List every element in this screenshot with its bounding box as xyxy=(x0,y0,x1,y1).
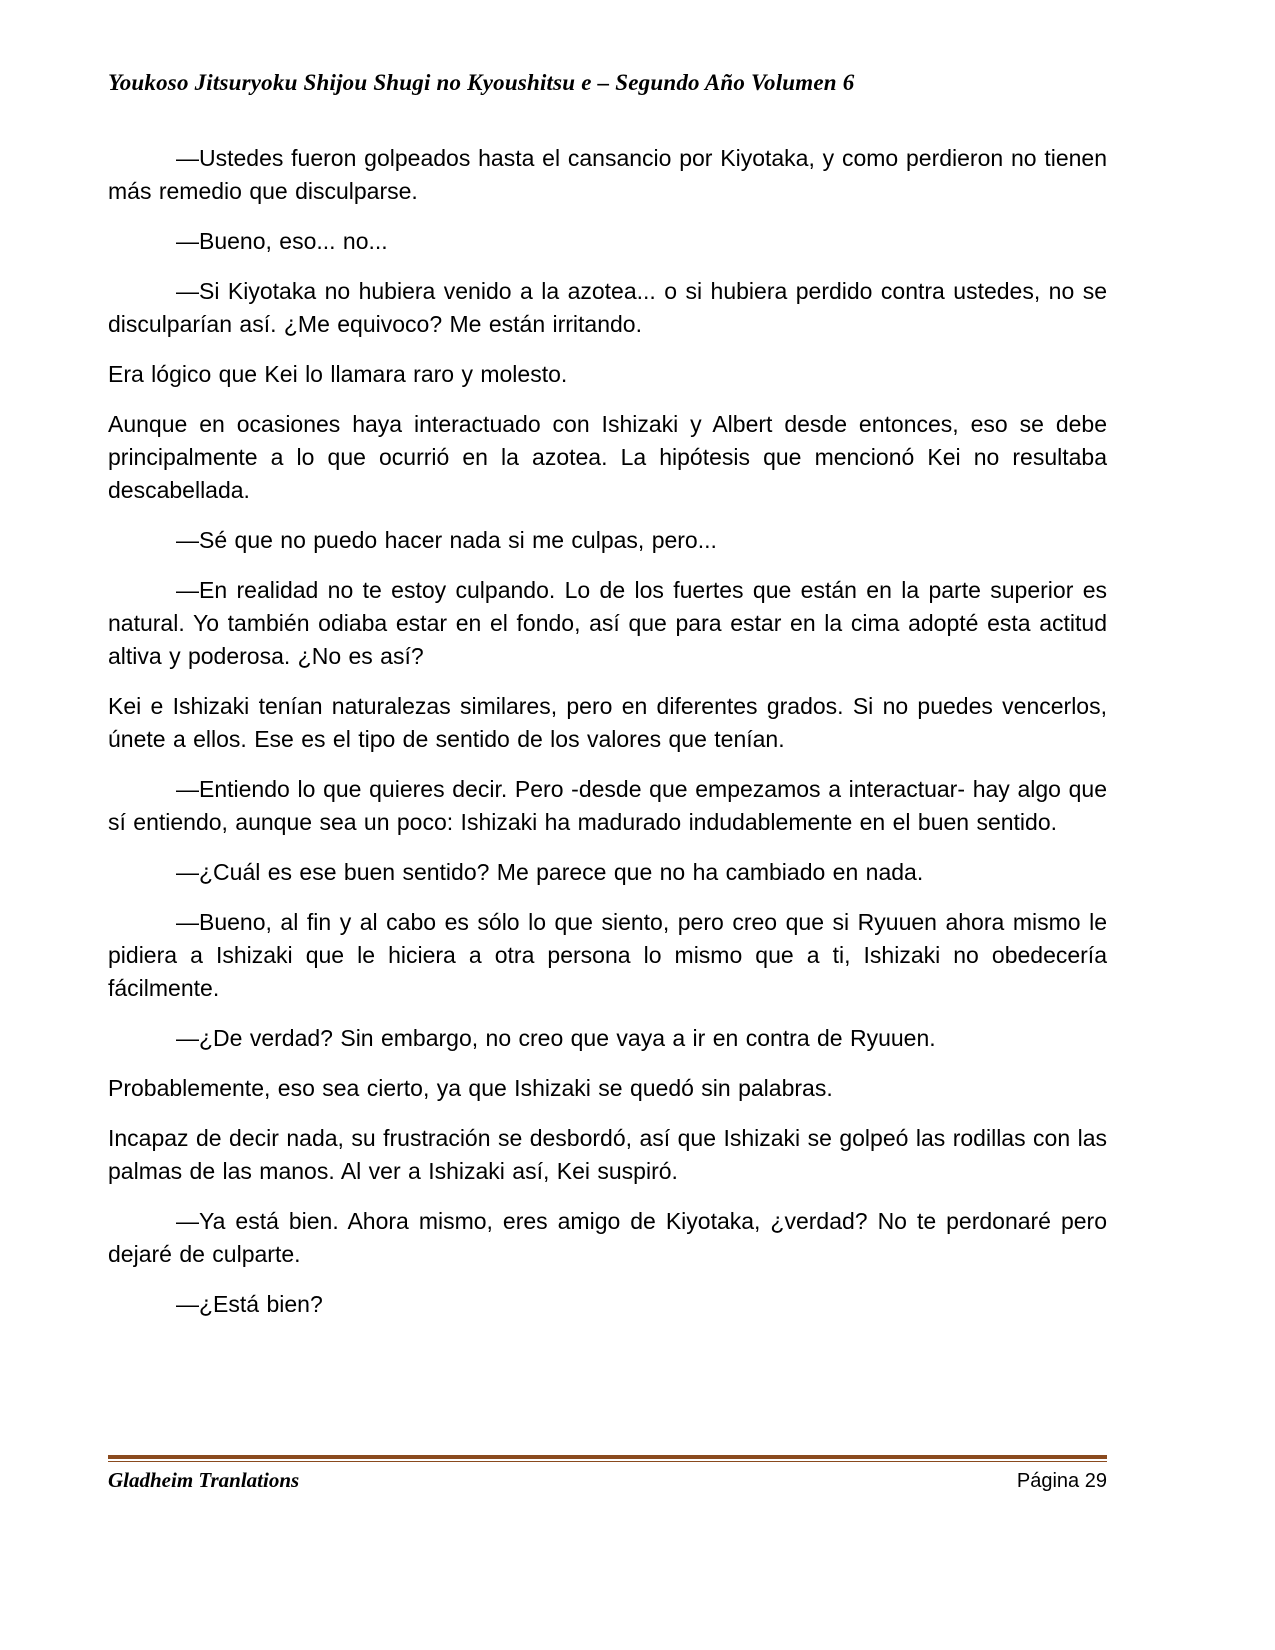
paragraph: Era lógico que Kei lo llamara raro y molesto. xyxy=(108,361,568,387)
paragraph: —Bueno, al fin y al cabo es sólo lo que siento, pero creo que si Ryuuen ahora mismo le pidiera a Ishizaki que le hiciera a otra persona lo mismo que a ti, Ishizaki no obedecería fácilmente. xyxy=(108,909,1107,1001)
paragraph: —Entiendo lo que quieres decir. Pero -desde que empezamos a interactuar- hay algo que sí entiendo, aunque sea un poco: Ishizaki ha madurado indudablemente en el buen sentido. xyxy=(108,776,1107,835)
paragraph: Aunque en ocasiones haya interactuado con Ishizaki y Albert desde entonces, eso se debe principalmente a lo que ocurrió en la azotea. La hipótesis que mencionó Kei no resultaba descabellada. xyxy=(108,411,1107,503)
footer-divider xyxy=(108,1455,1107,1462)
paragraph: Probablemente, eso sea cierto, ya que Ishizaki se quedó sin palabras. xyxy=(108,1075,833,1101)
paragraph: —Ustedes fueron golpeados hasta el cansancio por Kiyotaka, y como perdieron no tienen más remedio que disculparse. xyxy=(108,145,1107,204)
paragraph: —¿Cuál es ese buen sentido? Me parece que no ha cambiado en nada. xyxy=(176,859,924,885)
page-footer xyxy=(108,1455,1107,1493)
paragraph: —¿De verdad? Sin embargo, no creo que vaya a ir en contra de Ryuuen. xyxy=(176,1025,936,1051)
page-header-title: Youkoso Jitsuryoku Shijou Shugi no Kyoushitsu e – Segundo Año Volumen 6 xyxy=(108,70,855,95)
paragraph: —Ya está bien. Ahora mismo, eres amigo de Kiyotaka, ¿verdad? No te perdonaré pero dejaré de culparte. xyxy=(108,1208,1107,1267)
footer-page-label: Página xyxy=(1016,1470,1085,1492)
footer-page-number: 29 xyxy=(1084,1470,1107,1492)
paragraph: —En realidad no te estoy culpando. Lo de los fuertes que están en la parte superior es natural. Yo también odiaba estar en el fondo, así que para estar en la cima adopté esta actitud altiva y poderosa. ¿No es así? xyxy=(108,577,1107,669)
footer-page-indicator xyxy=(1017,1470,1107,1493)
footer-row xyxy=(108,1468,1107,1493)
body-text xyxy=(108,142,1107,1321)
paragraph: —Sé que no puedo hacer nada si me culpas, pero... xyxy=(176,527,717,553)
page-content xyxy=(108,70,1107,1338)
paragraph: —Si Kiyotaka no hubiera venido a la azotea... o si hubiera perdido contra ustedes, no se disculparían así. ¿Me equivoco? Me están irritando. xyxy=(108,278,1107,337)
paragraph: —¿Está bien? xyxy=(176,1291,323,1317)
paragraph: —Bueno, eso... no... xyxy=(176,228,388,254)
footer-translator-credit: Gladheim Tranlations xyxy=(108,1468,300,1492)
paragraph: Incapaz de decir nada, su frustración se desbordó, así que Ishizaki se golpeó las rodillas con las palmas de las manos. Al ver a Ishizaki así, Kei suspiró. xyxy=(108,1125,1107,1184)
paragraph: Kei e Ishizaki tenían naturalezas similares, pero en diferentes grados. Si no puedes vencerlos, únete a ellos. Ese es el tipo de sentido de los valores que tenían. xyxy=(108,693,1107,752)
